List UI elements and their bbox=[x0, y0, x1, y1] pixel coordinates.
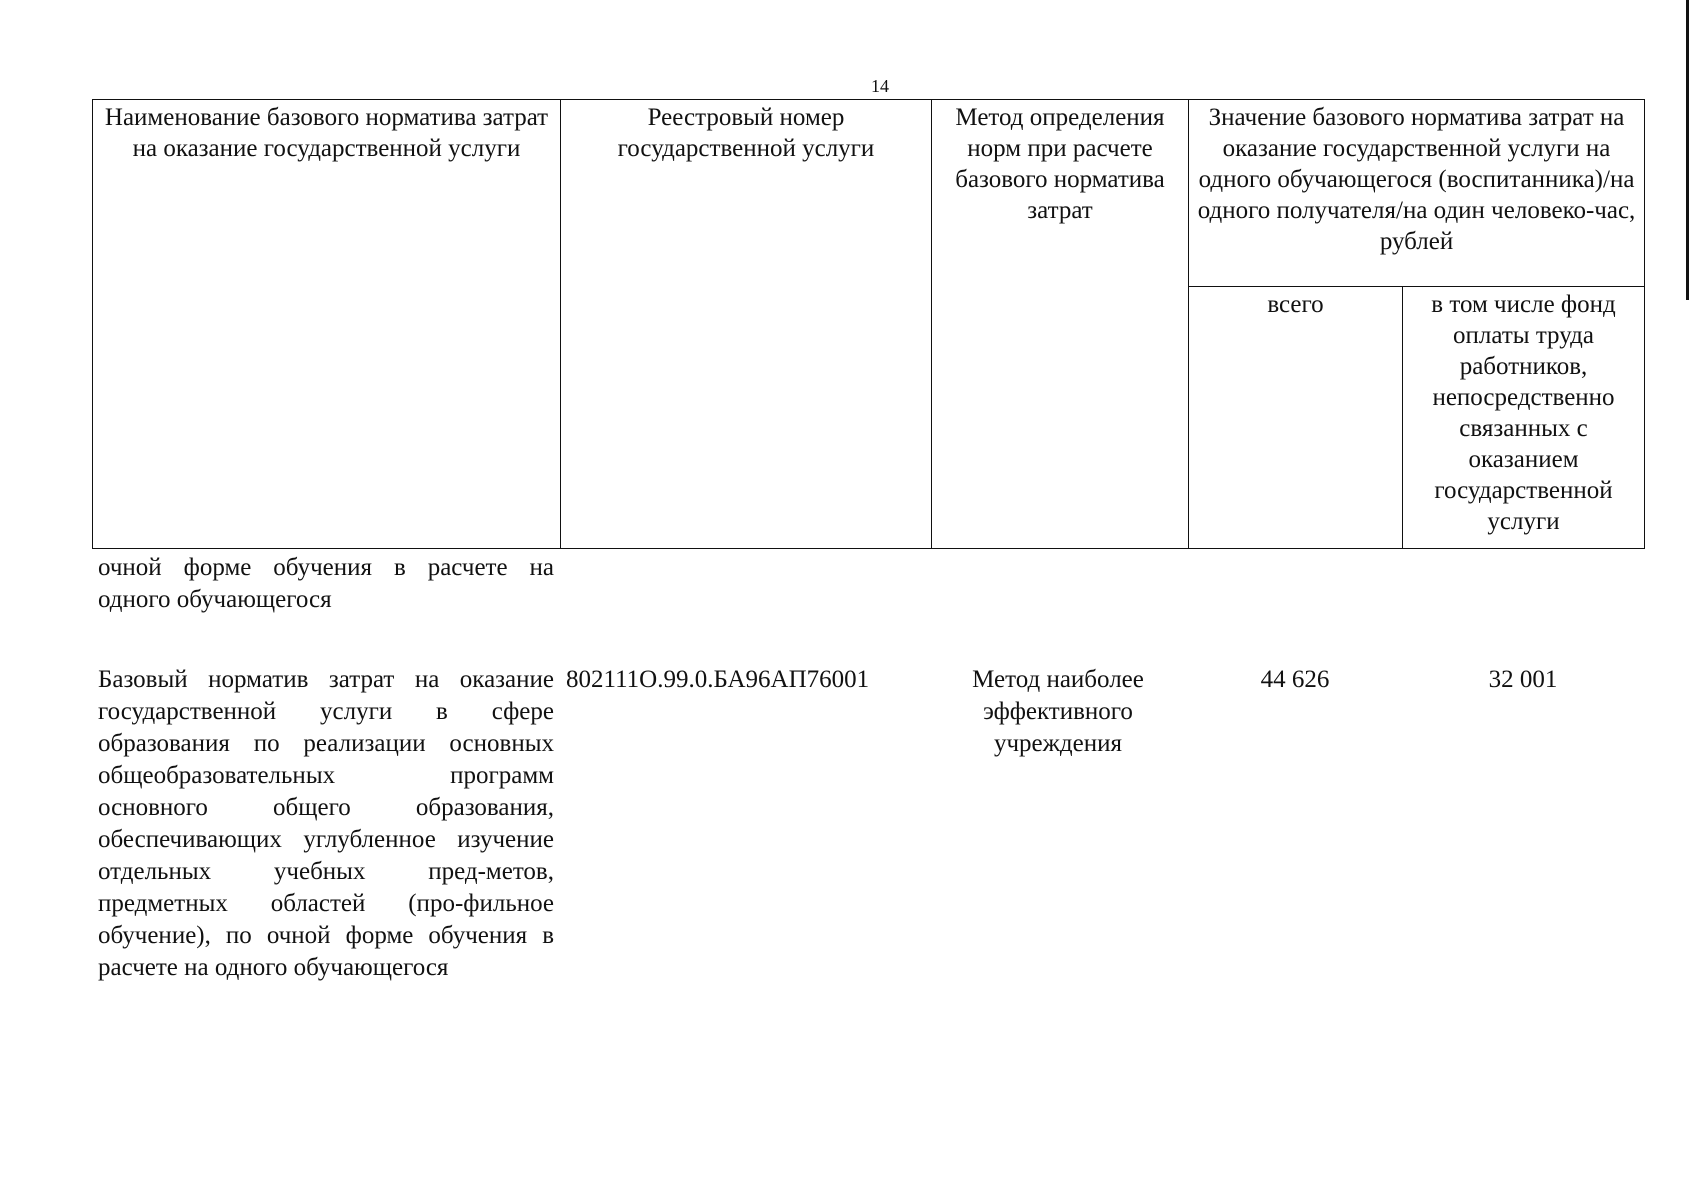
row-registry-number: 802111О.99.0.БА96АП76001 bbox=[566, 666, 870, 693]
row-total: 44 626 bbox=[1260, 666, 1330, 693]
row-method: Метод наиболее эффективного учреждения bbox=[972, 666, 1144, 757]
header-name-column: Наименование базового норматива затрат на оказание государственной услуги bbox=[93, 100, 561, 549]
table-header bbox=[92, 99, 1645, 549]
continuation-text: очной форме обучения в расчете на одного обучающегося bbox=[98, 554, 554, 613]
header-method-column: Метод определения норм при расчете базового норматива затрат bbox=[932, 100, 1189, 549]
header-registry-column: Реестровый номер государственной услуги bbox=[561, 100, 932, 549]
row-name: Базовый норматив затрат на оказание государственной услуги в сфере образования по реализации основных общеобразовательных программ основного общего образования, обеспечивающих углубленное изучение отдельных учебных пред-метов, предметных областей (про-фильное обучение), по очной форме обучения в расчете на одного обучающегося bbox=[98, 666, 554, 981]
scan-edge-mark bbox=[1686, 0, 1689, 300]
header-fund-column: в том числе фонд оплаты труда работников, непосредственно связанных с оказанием государственной услуги bbox=[1403, 287, 1645, 549]
header-value-group: Значение базового норматива затрат на оказание государственной услуги на одного обучающегося (воспитанника)/на одного получателя/на один человеко-час, рублей bbox=[1189, 100, 1645, 287]
row-fund: 32 001 bbox=[1488, 666, 1558, 693]
page-number: 14 bbox=[871, 76, 889, 96]
header-total-column: всего bbox=[1189, 287, 1403, 549]
